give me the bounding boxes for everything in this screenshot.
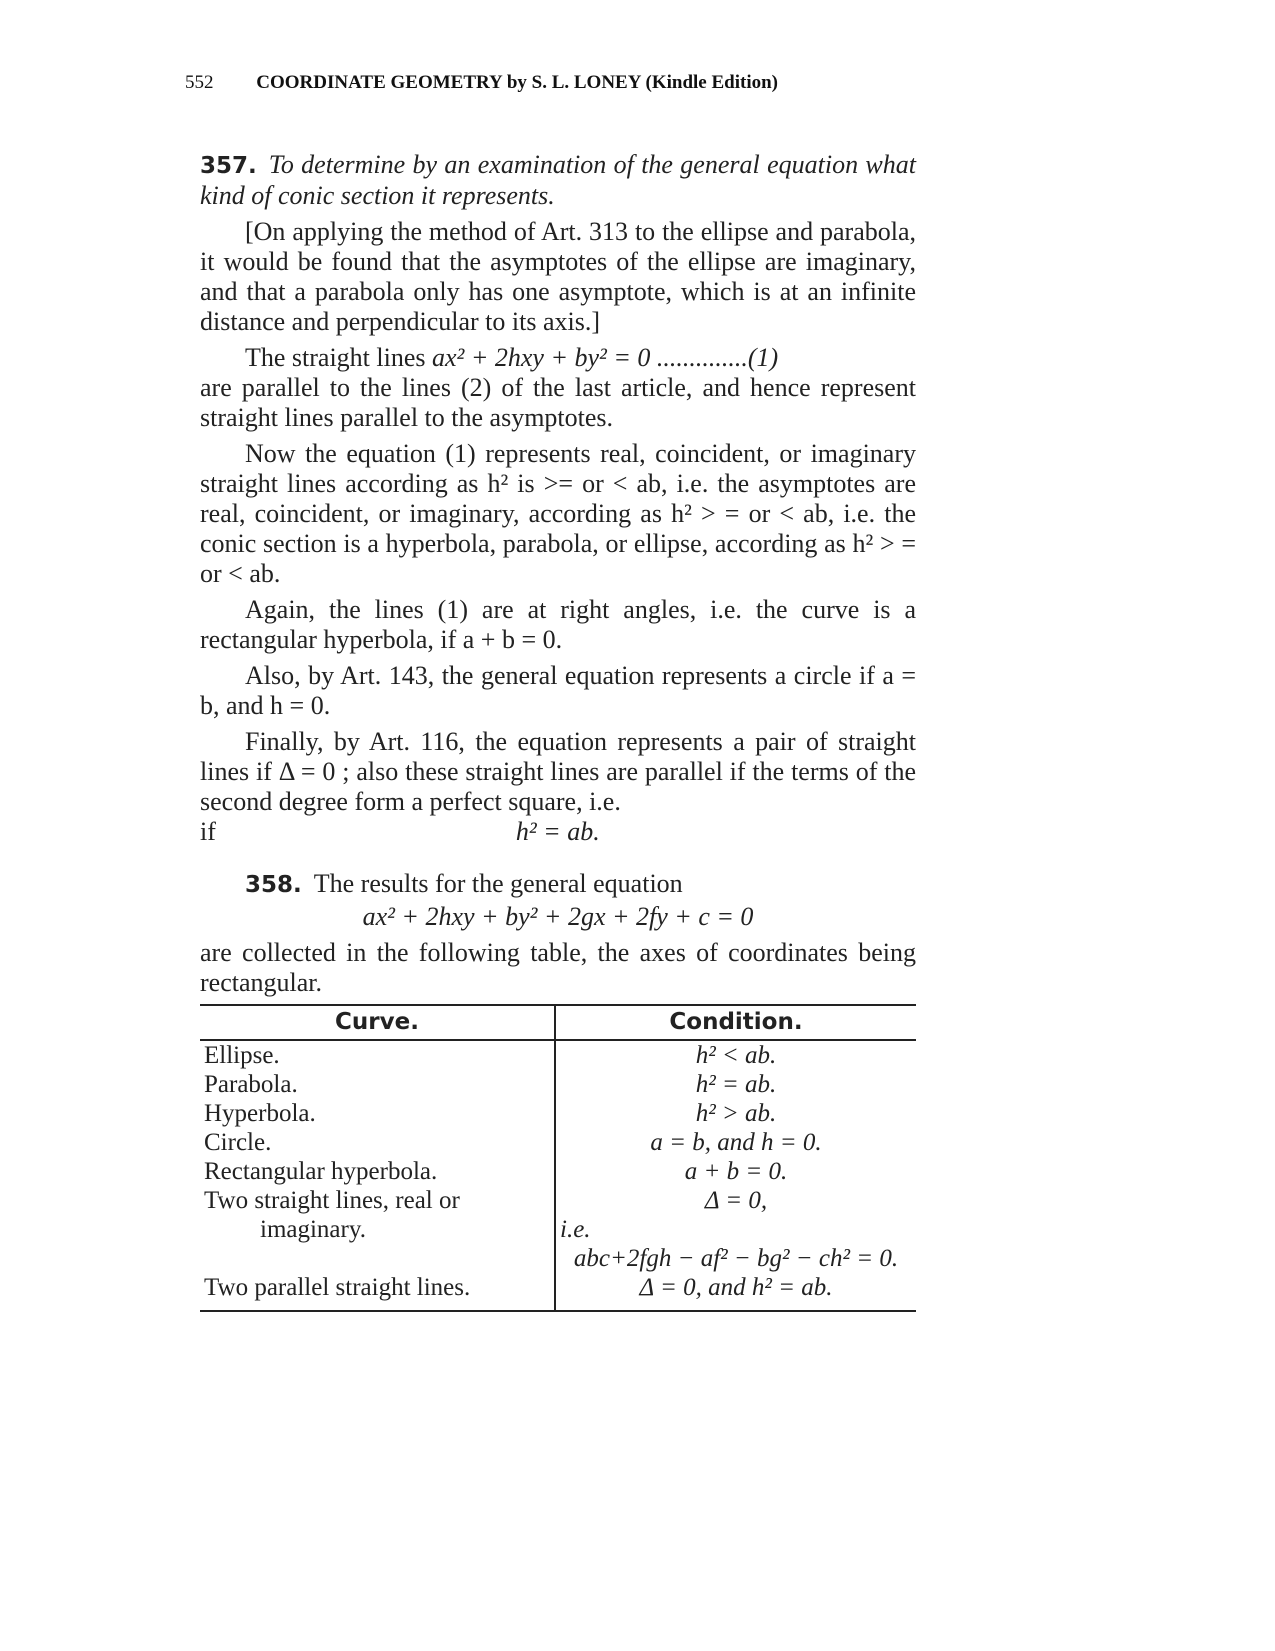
art-357-heading — [200, 150, 916, 211]
curve-cell: Two parallel straight lines. — [200, 1273, 555, 1311]
curve-cell: Parabola. — [200, 1070, 555, 1099]
condition-cell: h² < ab. — [695, 1042, 777, 1069]
equation-line — [200, 343, 916, 373]
table-row — [200, 1157, 916, 1186]
eq-lead: The straight lines — [245, 343, 426, 372]
table-row — [200, 1186, 916, 1273]
paragraph: [On applying the method of Art. 313 to the ellipse and parabola, it would be found that the asymptotes of the ellipse are imaginary, and that a parabola only has one asymptote, which is at an infinite distance and perpendicular to its axis.] — [200, 217, 916, 336]
conditions-table — [200, 1004, 916, 1312]
curve-cell: Ellipse. — [200, 1040, 555, 1070]
curve-cell: Circle. — [200, 1128, 555, 1157]
table-row — [200, 1273, 916, 1311]
book-title: COORDINATE GEOMETRY by S. L. LONEY (Kindle Edition) — [256, 72, 778, 93]
paragraph: are collected in the following table, the axes of coordinates being rectangular. — [200, 938, 916, 997]
page-number: 552 — [185, 72, 214, 93]
general-equation: ax² + 2hxy + by² + 2gx + 2fy + c = 0 — [362, 902, 754, 931]
paragraph: Now the equation (1) represents real, coincident, or imaginary straight lines according as h² is >= or < ab, i.e. the asymptotes are real, coincident, or imaginary, according as h² > = or < ab, i.e. the conic section is a hyperbola, parabola, or ellipse, according as h² > = or < ab. — [200, 439, 916, 588]
condition-cell: a + b = 0. — [684, 1158, 788, 1185]
article-number: 357. — [200, 153, 257, 179]
condition-cell: Δ = 0, and h² = ab. — [555, 1273, 916, 1311]
condition-text: Δ = 0, — [704, 1187, 768, 1214]
art-358-lead — [200, 869, 916, 900]
art-358-text: The results for the general equation — [313, 869, 683, 898]
article-title: To determine by an examination of the general equation what kind of conic section it represents. — [200, 150, 916, 210]
if-word: if — [200, 817, 216, 846]
curve-cell: Hyperbola. — [200, 1099, 555, 1128]
paragraph: Again, the lines (1) are at right angles, i.e. the curve is a rectangular hyperbola, if a + b = 0. — [200, 595, 916, 654]
curve-text-continued: imaginary. — [260, 1216, 366, 1243]
paragraph: Finally, by Art. 116, the equation represents a pair of straight lines if Δ = 0 ; also these straight lines are parallel if the terms of the second degree form a perfect square, i.e. — [200, 727, 916, 816]
condition-cell: a = b, and h = 0. — [650, 1129, 822, 1156]
table-row — [200, 1070, 916, 1099]
article-number: 358. — [245, 872, 302, 898]
header-curve: Curve. — [200, 1005, 555, 1040]
header-condition: Condition. — [555, 1005, 916, 1040]
curve-cell: Rectangular hyperbola. — [200, 1157, 555, 1186]
curve-text: Two straight lines, real or — [204, 1187, 460, 1214]
condition-cell: h² = ab. — [695, 1071, 777, 1098]
equation-1: ax² + 2hxy + by² = 0 ..............(1) — [432, 343, 779, 372]
running-head — [185, 72, 778, 94]
parallel-condition-eq: h² = ab. — [515, 817, 600, 846]
page-body — [200, 150, 916, 1312]
table-header-row — [200, 1005, 916, 1040]
condition-cell: h² > ab. — [695, 1100, 777, 1127]
condition-ie: i.e. — [560, 1216, 591, 1243]
table-row — [200, 1040, 916, 1070]
condition-expanded: abc+2fgh − af² − bg² − ch² = 0. — [573, 1245, 899, 1272]
table-row — [200, 1099, 916, 1128]
condition-cell — [555, 1186, 916, 1273]
table-row — [200, 1128, 916, 1157]
paragraph: are parallel to the lines (2) of the last article, and hence represent straight lines parallel to the asymptotes. — [200, 373, 916, 432]
curve-cell — [200, 1186, 555, 1273]
paragraph: Also, by Art. 143, the general equation represents a circle if a = b, and h = 0. — [200, 661, 916, 720]
if-line — [200, 817, 916, 847]
